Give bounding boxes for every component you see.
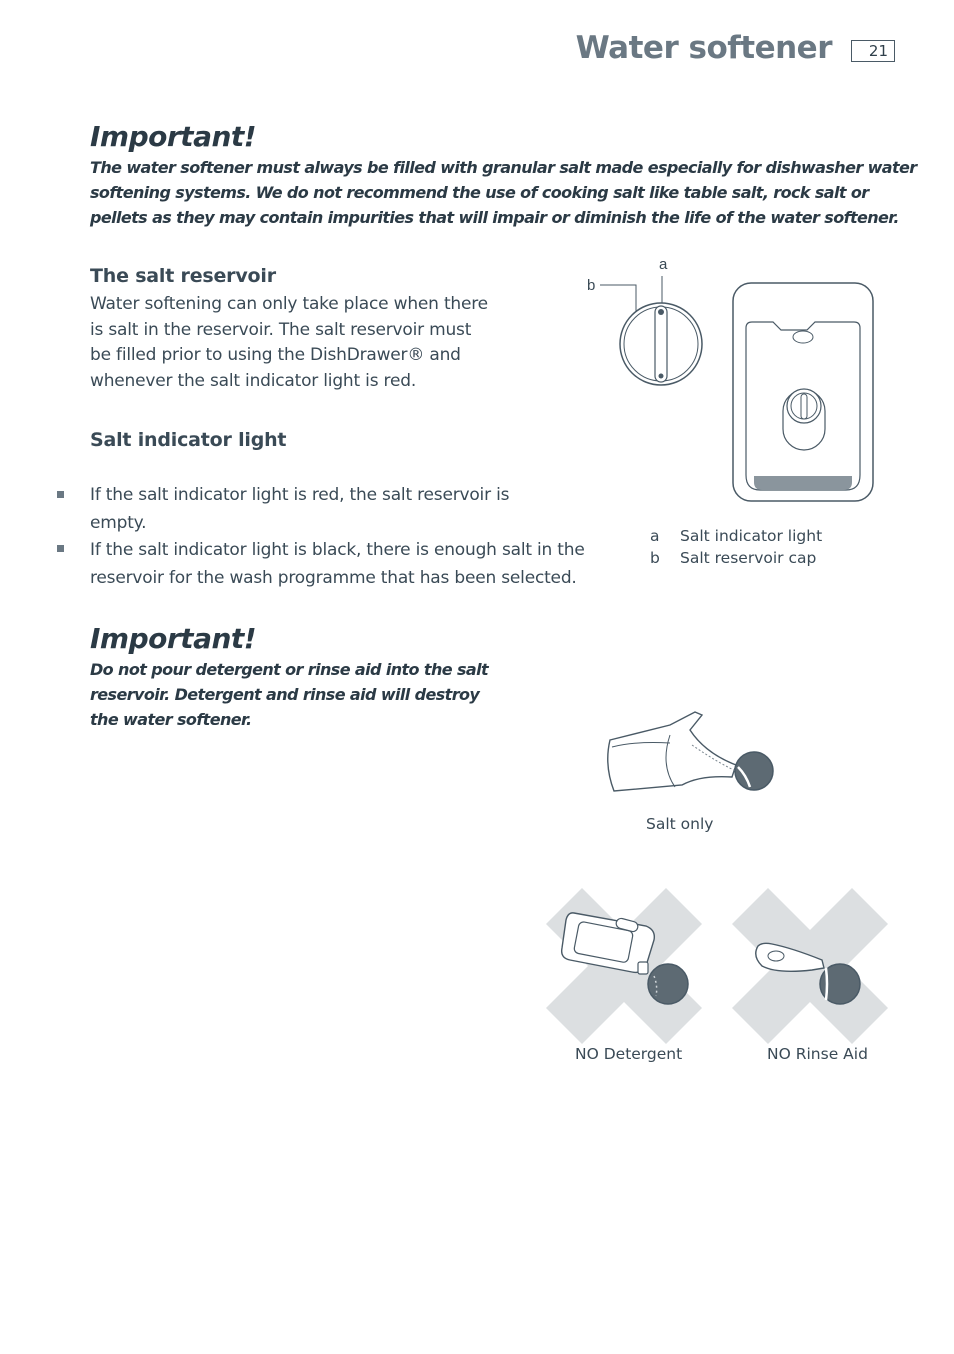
important-heading-2: Important! (90, 622, 257, 655)
important-1-line-2: softening systems. We do not recommend the use of cooking salt like table salt, rock salt or (90, 183, 869, 202)
caption-no-rinse-aid: NO Rinse Aid (767, 1045, 868, 1063)
legend-item-a (650, 525, 822, 547)
bullet-item-2 (90, 536, 585, 592)
bullet-marker (57, 545, 64, 552)
salt-reservoir-line-4: whenever the salt indicator light is red. (90, 370, 417, 391)
bullet-1-line-2: empty. (90, 513, 147, 533)
important-text-2 (90, 657, 488, 732)
salt-reservoir-text (90, 292, 488, 394)
important-2-line-3: the water softener. (90, 710, 252, 729)
bullet-1-line-1: If the salt indicator light is red, the salt reservoir is (90, 485, 510, 505)
page-number: 21 (851, 40, 895, 62)
page-title: Water softener (575, 30, 832, 66)
callout-b-label: b (587, 277, 596, 294)
rinse-aid-stream-icon (826, 968, 827, 1000)
callout-a-label: a (659, 256, 668, 273)
salt-reservoir-line-3: be filled prior to using the DishDrawer® and (90, 345, 461, 365)
salt-reservoir-line-2: is salt in the reservoir. The salt reservoir must (90, 319, 472, 340)
important-1-line-3: pellets as they may contain impurities that will impair or diminish the life of the water softener. (90, 208, 899, 227)
legend-key: b (650, 549, 660, 567)
salt-only-illustration (600, 705, 780, 800)
bullet-item-1 (90, 481, 509, 537)
salt-reservoir-cap-icon (620, 303, 702, 385)
bullet-2-line-2: reservoir for the wash programme that has been selected. (90, 568, 577, 588)
salt-reservoir-line-1: Water softening can only take place when there (90, 294, 488, 314)
legend-label: Salt reservoir cap (680, 549, 817, 567)
no-detergent-illustration (546, 888, 702, 1044)
salt-indicator-heading: Salt indicator light (90, 429, 287, 451)
bullet-marker (57, 491, 64, 498)
no-rinse-aid-illustration (732, 888, 888, 1044)
important-2-line-1: Do not pour detergent or rinse aid into the salt (90, 660, 489, 679)
legend-item-b (650, 547, 816, 569)
important-1-line-1: The water softener must always be filled with granular salt made especially for dishwasher water (90, 158, 917, 177)
dishdrawer-unit-icon (733, 283, 873, 501)
caption-no-detergent: NO Detergent (575, 1045, 683, 1063)
salt-reservoir-diagram (580, 250, 890, 510)
caption-salt-only: Salt only (646, 815, 714, 833)
important-2-line-2: reservoir. Detergent and rinse aid will destroy (90, 685, 480, 704)
salt-reservoir-heading: The salt reservoir (90, 265, 276, 287)
important-heading-1: Important! (90, 120, 257, 153)
bullet-2-line-1: If the salt indicator light is black, there is enough salt in the (90, 540, 585, 560)
important-text-1 (90, 155, 917, 230)
legend-key: a (650, 527, 660, 545)
salt-funnel-icon (608, 712, 740, 791)
legend-label: Salt indicator light (680, 527, 823, 545)
reservoir-opening-icon (648, 964, 688, 1004)
